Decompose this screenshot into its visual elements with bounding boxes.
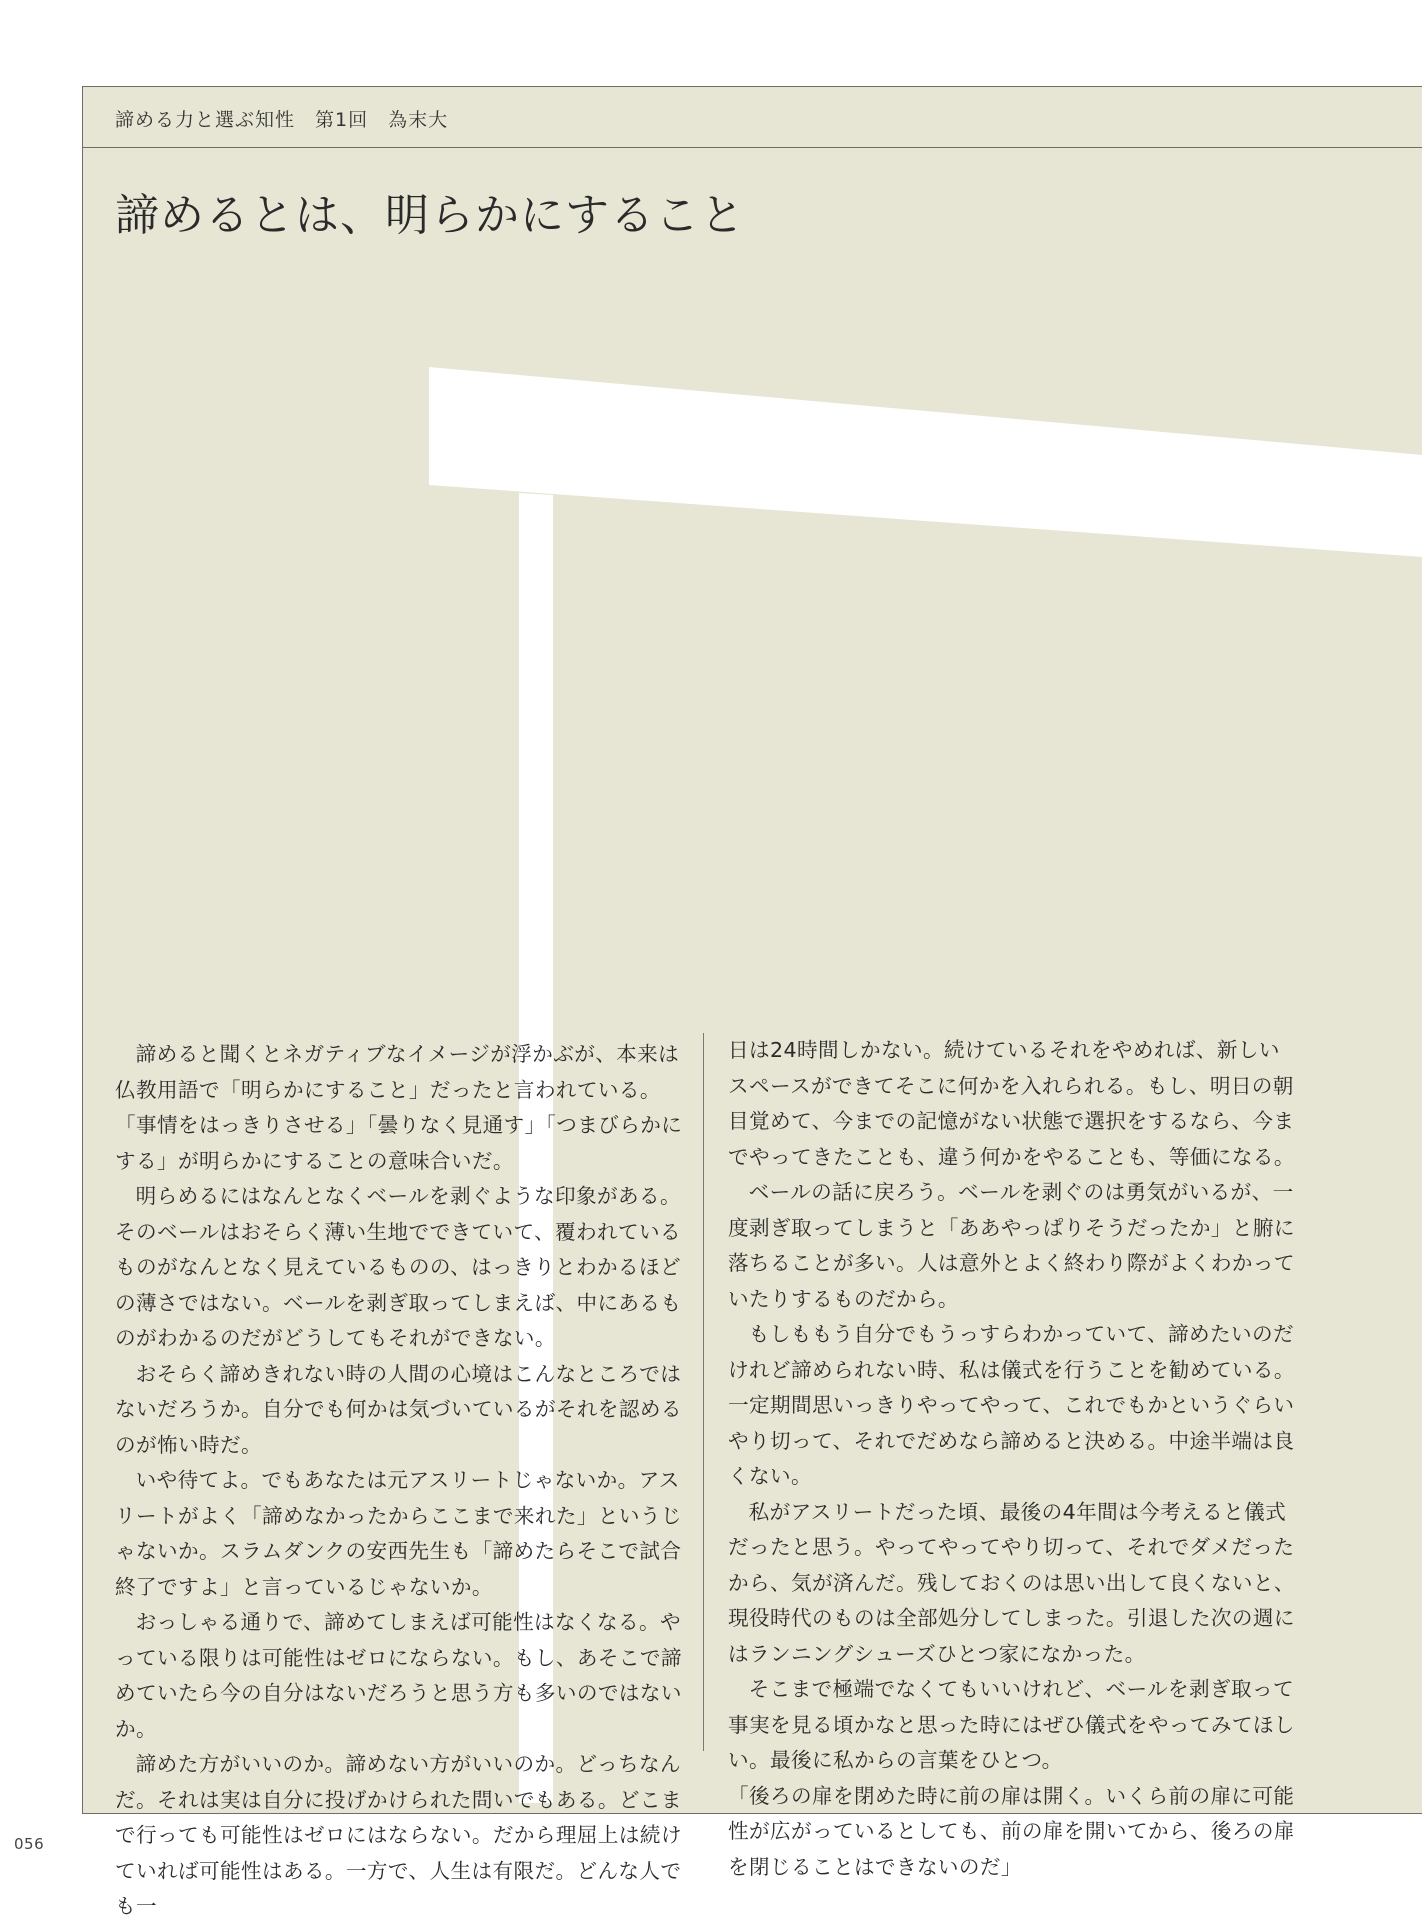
article-title: 諦めるとは、明らかにすること xyxy=(115,190,745,241)
paragraph: ベールの話に戻ろう。ベールを剥ぐのは勇気がいるが、一度剥ぎ取ってしまうと「ああやっぱりそうだったか」と腑に落ちることが多い。人は意外とよく終わり際がよくわかっていたりするものだから。 xyxy=(728,1180,1295,1311)
article-panel xyxy=(82,86,1422,1918)
body-column-left xyxy=(115,1037,683,1925)
closing-quote: 「後ろの扉を閉めた時に前の扉は開く。いくら前の扉に可能性が広がっているとしても、前の扉を開いてから、後ろの扉を閉じることはできないのだ」 xyxy=(728,1783,1295,1879)
body-column-right xyxy=(728,1033,1296,1885)
paragraph: 諦めると聞くとネガティブなイメージが浮かぶが、本来は仏教用語で「明らかにすること」だったと言われている。「事情をはっきりさせる」「曇りなく見通す」「つまびらかにする」が明らかにすることの意味合いだ。 xyxy=(115,1042,683,1173)
paragraph-continuation: 日は24時間しかない。続けているそれをやめれば、新しいスペースができてそこに何かを入れられる。もし、明日の朝目覚めて、今までの記憶がない状態で選択をするなら、今までやってきたことも、違う何かをやることも、等価になる。 xyxy=(728,1038,1295,1169)
paragraph: いや待てよ。でもあなたは元アスリートじゃないか。アスリートがよく「諦めなかったからここまで来れた」というじゃないか。スラムダンクの安西先生も「諦めたらそこで試合終了ですよ」と言っているじゃないか。 xyxy=(115,1468,682,1599)
paragraph: そこまで極端でなくてもいいけれど、ベールを剥ぎ取って事実を見る頃かなと思った時にはぜひ儀式をやってみてほしい。最後に私からの言葉をひとつ。 xyxy=(728,1677,1295,1772)
paragraph: おっしゃる通りで、諦めてしまえば可能性はなくなる。やっている限りは可能性はゼロにならない。もし、あそこで諦めていたら今の自分はないだろうと思う方も多いのではないか。 xyxy=(115,1610,682,1741)
page-number: 056 xyxy=(14,1835,45,1853)
column-divider xyxy=(703,1033,704,1751)
paragraph: もしももう自分でもうっすらわかっていて、諦めたいのだけれど諦められない時、私は儀式を行うことを勧めている。一定期間思いっきりやってやって、これでもかというぐらいやり切って、それでだめなら諦めると決める。中途半端は良くない。 xyxy=(728,1322,1295,1488)
paragraph: おそらく諦めきれない時の人間の心境はこんなところではないだろうか。自分でも何かは気づいているがそれを認めるのが怖い時だ。 xyxy=(115,1361,682,1457)
paragraph: 私がアスリートだった頃、最後の4年間は今考えると儀式だったと思う。やってやってやり切って、それでダメだったから、気が済んだ。残しておくのは思い出して良くないと、現役時代のものは全部処分してしまった。引退した次の週にはランニングシューズひとつ家になかった。 xyxy=(728,1499,1295,1666)
gate-crossbeam xyxy=(429,367,1422,557)
paragraph: 明らめるにはなんとなくベールを剥ぐような印象がある。そのベールはおそらく薄い生地でできていて、覆われているものがなんとなく見えているものの、はっきりとわかるほどの薄さではない。ベールを剥ぎ取ってしまえば、中にあるものがわかるのだがどうしてもそれができない。 xyxy=(115,1184,682,1350)
series-label: 諦める力と選ぶ知性 第1回 為末大 xyxy=(115,109,449,131)
paragraph: 諦めた方がいいのか。諦めない方がいいのか。どっちなんだ。それは実は自分に投げかけられた問いでもある。どこまで行っても可能性はゼロにはならない。だから理屈上は続けていれば可能性はある。一方で、人生は有限だ。どんな人でも一 xyxy=(115,1752,682,1918)
